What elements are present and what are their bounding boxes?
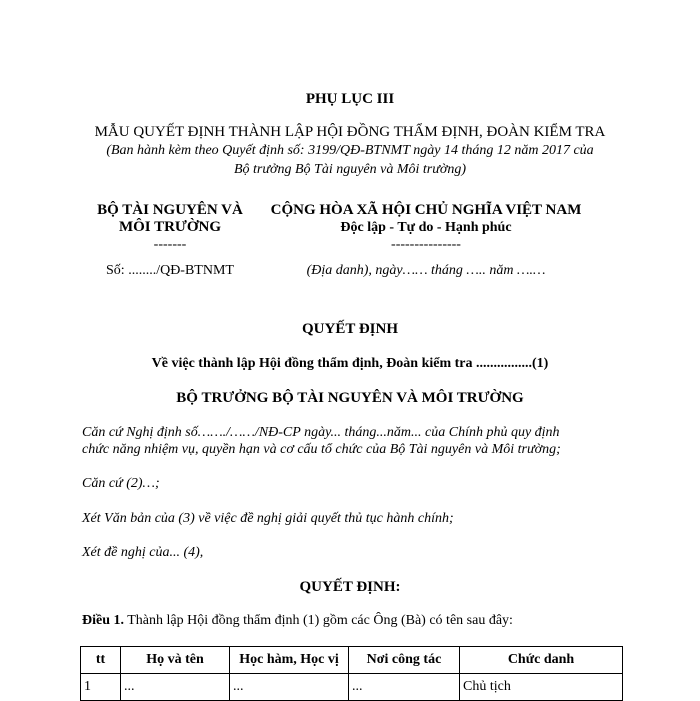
- basis-proposal: Xét đề nghị của... (4),: [82, 545, 204, 560]
- place-date: (Địa danh), ngày…… tháng ….. năm ….…: [306, 263, 546, 278]
- article-1: [82, 612, 513, 630]
- cell-position: Chủ tịch: [460, 674, 623, 701]
- issued-note-line2: Bộ trưởng Bộ Tài nguyên và Môi trường): [233, 162, 467, 177]
- basis-request: Xét Văn bản của (3) về việc đề nghị giải quyết thủ tục hành chính;: [82, 511, 454, 526]
- decides-heading: QUYẾT ĐỊNH:: [299, 579, 401, 595]
- national-motto: Độc lập - Tự do - Hạnh phúc: [340, 220, 512, 235]
- cell-title: ...: [230, 674, 349, 701]
- basis-decree-line2: chức năng nhiệm vụ, quyền hạn và cơ cấu tổ chức của Bộ Tài nguyên và Môi trường;: [82, 442, 561, 457]
- ministry-name-line1: BỘ TÀI NGUYÊN VÀ: [97, 202, 243, 218]
- decision-number: Số: ......../QĐ-BTNMT: [106, 263, 234, 278]
- decision-subject: Về việc thành lập Hội đồng thẩm định, Đoàn kiểm tra ................(1): [151, 356, 549, 371]
- members-table: [80, 646, 623, 701]
- col-header-name: Họ và tên: [121, 647, 230, 674]
- motto-divider: ---------------: [391, 237, 461, 252]
- nation-name: CỘNG HÒA XÃ HỘI CHỦ NGHĨA VIỆT NAM: [270, 202, 582, 218]
- basis-other: Căn cứ (2)…;: [82, 476, 160, 491]
- article-1-text: Thành lập Hội đồng thẩm định (1) gồm các Ông (Bà) có tên sau đây:: [124, 613, 513, 628]
- cell-name: ...: [121, 674, 230, 701]
- col-header-position: Chức danh: [460, 647, 623, 674]
- col-header-title: Học hàm, Học vị: [230, 647, 349, 674]
- cell-tt: 1: [81, 674, 121, 701]
- ministry-divider: -------: [153, 237, 187, 252]
- authority-heading: BỘ TRƯỞNG BỘ TÀI NGUYÊN VÀ MÔI TRƯỜNG: [176, 390, 524, 406]
- decision-heading: QUYẾT ĐỊNH: [302, 321, 398, 337]
- form-title: MẪU QUYẾT ĐỊNH THÀNH LẬP HỘI ĐỒNG THẨM ĐỊNH, ĐOÀN KIỂM TRA: [94, 124, 606, 140]
- appendix-title: PHỤ LỤC III: [305, 91, 395, 107]
- article-1-label: Điều 1.: [82, 613, 124, 628]
- basis-decree-line1: Căn cứ Nghị định số……./……/NĐ-CP ngày... tháng...năm... của Chính phủ quy định: [82, 425, 560, 440]
- cell-workplace: ...: [349, 674, 460, 701]
- issued-note-line1: (Ban hành kèm theo Quyết định số: 3199/QĐ-BTNMT ngày 14 tháng 12 năm 2017 của: [106, 143, 594, 158]
- table-header-row: [81, 647, 623, 674]
- col-header-tt: tt: [81, 647, 121, 674]
- col-header-workplace: Nơi công tác: [349, 647, 460, 674]
- table-row: [81, 674, 623, 701]
- ministry-name-line2: MÔI TRƯỜNG: [118, 219, 222, 235]
